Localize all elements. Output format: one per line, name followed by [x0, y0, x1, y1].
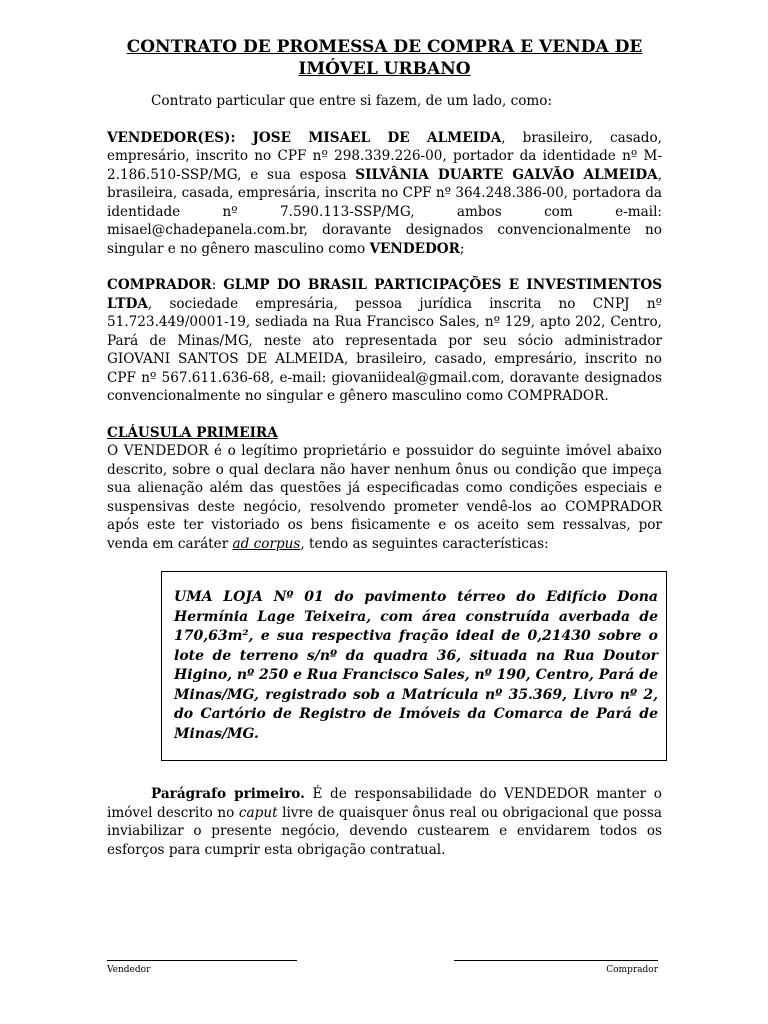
clause-1-text-before: O VENDEDOR é o legítimo proprietário e possuidor do seguinte imóvel abaixo descrito, sobre o qual declara não haver nenhum ônus ou condição que impeça sua alienação além das questões já especificadas como condições especiais e suspensivas deste negócio, resolvendo prometer vendê-los ao COMPRADOR após este ter vistoriado os bens fisicamente e os aceito sem ressalvas, por venda em caráter: [107, 443, 662, 552]
clause-1-heading: CLÁUSULA PRIMEIRA: [107, 424, 278, 441]
seller-text-2: , brasileira, casada, empresária, inscrita no CPF nº 364.248.386-00, portadora da identidade nº 7.590.113-SSP/MG, ambos com e-mail: misael@chadepanela.com.br, doravante designados convencionalmente no singular e no gênero masculino como: [107, 166, 663, 257]
seller-signature-line: [107, 960, 297, 961]
seller-name-2: SILVÂNIA DUARTE GALVÃO ALMEIDA: [355, 166, 658, 183]
paragraph-one-text-before: É de responsabilidade do VENDEDOR manter o imóvel descrito no: [107, 786, 662, 821]
seller-text-1: , brasileiro, casado, empresário, inscrito no CPF nº 298.339.226-00, portador da identidade nº M-2.186.510-SSP/MG, e sua esposa: [107, 129, 663, 183]
seller-end: ;: [459, 240, 465, 257]
property-description-box: [161, 571, 667, 761]
clause-1-italic: ad corpus: [232, 535, 301, 552]
seller-label: VENDEDOR(ES):: [107, 129, 236, 146]
buyer-signature-line: [454, 960, 658, 961]
clause-1-text: [107, 442, 662, 553]
signature-area: [107, 960, 662, 984]
seller-role: VENDEDOR: [369, 240, 460, 257]
seller-paragraph: [107, 129, 662, 259]
paragraph-one-italic: caput: [238, 804, 278, 821]
title-line-1: CONTRATO DE PROMESSA DE COMPRA E VENDA DE: [126, 37, 643, 57]
title-line-2: IMÓVEL URBANO: [298, 59, 471, 79]
contract-title: [107, 36, 662, 80]
paragraph-one: [107, 785, 662, 859]
buyer-separator: :: [211, 277, 224, 293]
seller-name-1: JOSE MISAEL DE ALMEIDA: [252, 129, 502, 146]
contract-page: [107, 36, 662, 859]
paragraph-one-text-after: livre de quaisquer ônus real ou obrigacional que possa inviabilizar o presente negócio, devendo custearem e envidarem todos os esforços para cumprir esta obrigação contratual.: [107, 804, 662, 858]
paragraph-one-label: Parágrafo primeiro.: [151, 786, 305, 802]
buyer-name: GLMP DO BRASIL PARTICIPAÇÕES E INVESTIMENTOS LTDA: [107, 277, 663, 312]
buyer-signature-label: Comprador: [606, 965, 658, 975]
buyer-paragraph: [107, 276, 662, 406]
seller-signature-label: Vendedor: [107, 965, 151, 975]
clause-1-text-after: , tendo as seguintes características:: [300, 535, 549, 552]
buyer-label: COMPRADOR: [107, 277, 212, 293]
intro-text: Contrato particular que entre si fazem, de um lado, como:: [151, 93, 553, 109]
buyer-text: , sociedade empresária, pessoa jurídica inscrita no CNPJ nº 51.723.449/0001-19, sediada na Rua Francisco Sales, nº 129, apto 202, Centro, Pará de Minas/MG, neste ato representada por seu sócio administrador GIOVANI SANTOS DE ALMEIDA, brasileiro, casado, empresário, inscrito no CPF nº 567.611.636-68, e-mail: giovaniideal@gmail.com, doravante designados convencionalmente no singular e gênero masculino como COMPRADOR.: [107, 295, 662, 404]
property-description: UMA LOJA Nº 01 do pavimento térreo do Edifício Dona Hermínia Lage Teixeira, com área construída averbada de 170,63m², e sua respectiva fração ideal de 0,21430 sobre o lote de terreno s/nº da quadra 36, situada na Rua Doutor Higino, nº 250 e Rua Francisco Sales, nº 190, Centro, Pará de Minas/MG, registrado sob a Matrícula nº 35.369, Livro nº 2, do Cartório de Registro de Imóveis da Comarca de Pará de Minas/MG.: [174, 589, 658, 742]
